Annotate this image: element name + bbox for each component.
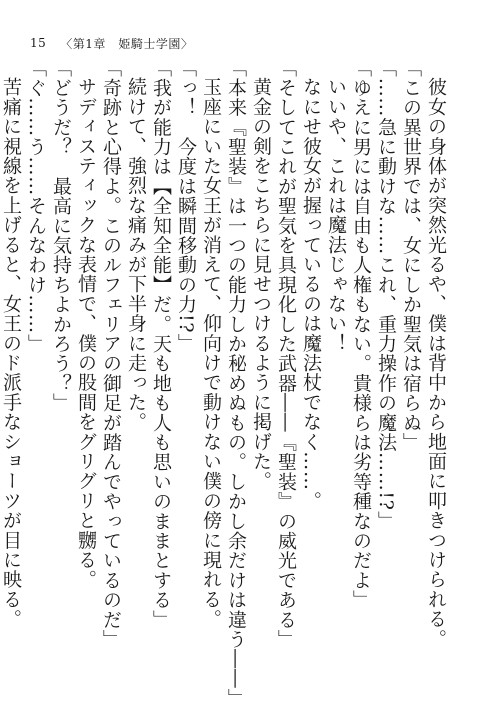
text-line: なにせ彼女が握っているのは魔法杖でなく……。 xyxy=(300,77,322,511)
text-line: 「この異世界では、女にしか聖気は宿らぬ」 xyxy=(400,58,422,452)
text-line: 「っ！ 今度は瞬間移動の力!?」 xyxy=(175,58,197,354)
chapter-title: 〈第1章 姫騎士学園〉 xyxy=(60,36,194,51)
text-line: 「本来『聖装』は一つの能力しか秘めぬもの。しかし余だけは違う――」 xyxy=(225,58,247,708)
text-line: 「そしてこれが聖気を具現化した武器――『聖装』の威光である」 xyxy=(275,58,297,649)
text-line: 「どうだ？ 最高に気持ちよかろう？」 xyxy=(50,58,72,413)
text-line: 苦痛に視線を上げると、女王のド派手なショーツが目に映る。 xyxy=(0,77,22,629)
text-line: 「ぐ……う……そんなわけ……」 xyxy=(25,58,47,354)
vertical-text-body xyxy=(0,58,448,708)
text-line: サディスティックな表情で、僕の股間をグリグリと嬲る。 xyxy=(75,77,97,590)
running-header xyxy=(30,33,193,53)
text-line: 「我が能力は【全知全能】だ。天も地も人も思いのままとする」 xyxy=(150,58,172,630)
text-line: 「ゆえに男には自由も人権もない。貴様らは劣等種なのだよ」 xyxy=(350,58,372,610)
text-line: 「奇跡と心得よ。このルフェリアの御足が踏んでやっているのだ」 xyxy=(100,58,122,649)
text-line: 「……急に動けな……これ、重力操作の魔法……!?」 xyxy=(375,58,397,531)
text-line: 黄金の剣をこちらに見せつけるように掲げた。 xyxy=(250,77,272,491)
text-line: 玉座にいた女王が消えて、仰向けで動けない僕の傍に現れる。 xyxy=(200,77,222,629)
text-line: いいや、これは魔法じゃない！ xyxy=(325,77,347,353)
text-line: 続けて、強烈な痛みが下半身に走った。 xyxy=(125,77,147,432)
page-number: 15 xyxy=(30,36,47,50)
text-line: 彼女の身体が突然光るや、僕は背中から地面に叩きつけられる。 xyxy=(425,77,447,649)
